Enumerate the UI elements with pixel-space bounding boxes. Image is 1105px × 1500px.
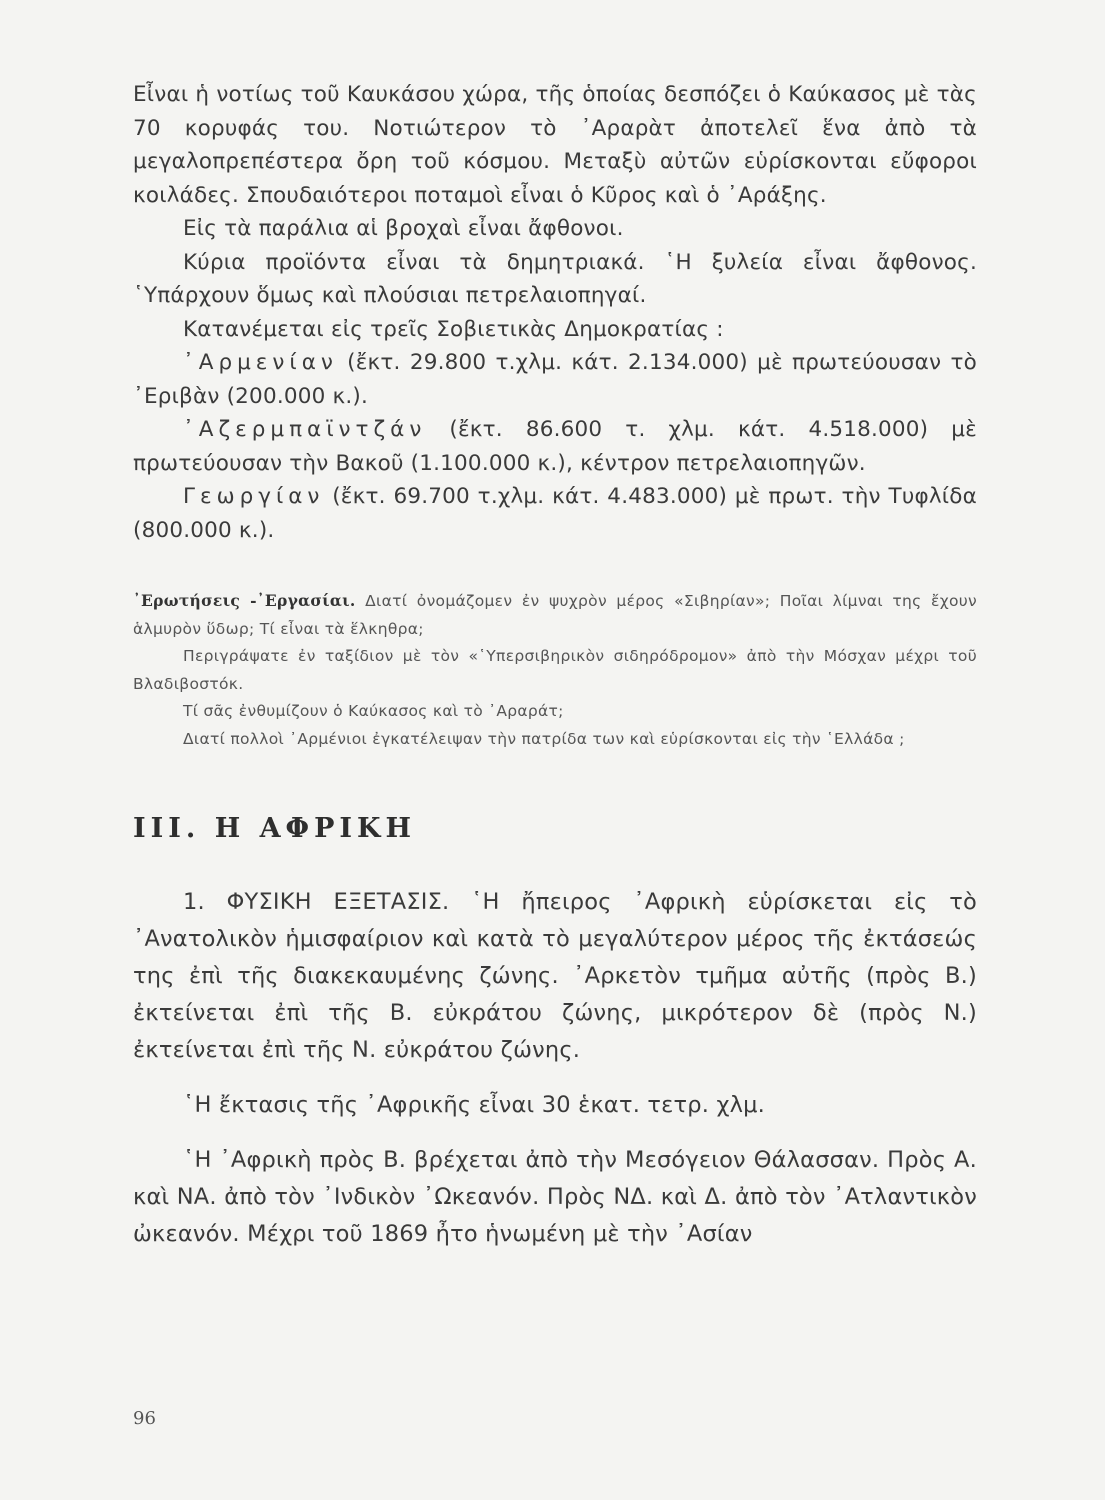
republic-text-georgia: (ἔκτ. 69.700 τ.χλμ. κάτ. 4.483.000) μὲ πρωτ. τὴν Τυφλίδα (800.000 κ.). <box>133 484 977 543</box>
questions-block <box>133 587 977 753</box>
question-item: Τί σᾶς ἐνθυμίζουν ὁ Καύκασος καὶ τὸ ᾿Αραράτ; <box>183 702 564 720</box>
question-item: Περιγράψατε ἐν ταξίδιον μὲ τὸν «῾Υπερσιβηρικὸν σιδηρόδρομον» ἀπὸ τὴν Μόσχαν μέχρι τοῦ Βλαδιβοστόκ. <box>133 647 977 693</box>
republic-armenia <box>133 346 977 413</box>
republic-text-armenia: (ἔκτ. 29.800 τ.χλμ. κάτ. 2.134.000) μὲ πρωτεύουσαν τὸ ᾿Εριβὰν (200.000 κ.). <box>133 350 977 409</box>
paragraph-physical-examination: 1. ΦΥΣΙΚΗ ΕΞΕΤΑΣΙΣ. ῾Η ἤπειρος ᾿Αφρικὴ εὑρίσκεται εἰς τὸ ᾿Ανατολικὸν ἡμισφαίριον καὶ κατὰ τὸ μεγαλύτερον μέρος τῆς ἐκτάσεώς της ἐπὶ τῆς διακεκαυμένης ζώνης. ᾿Αρκετὸν τμῆμα αὐτῆς (πρὸς Β.) ἐκτείνεται ἐπὶ τῆς Β. εὐκράτου ζώνης, μικρότερον δὲ (πρὸς Ν.) ἐκτείνεται ἐπὶ τῆς Ν. εὐκράτου ζώνης. <box>133 889 977 1063</box>
africa-body <box>133 884 977 1253</box>
page-number: 96 <box>133 1408 156 1429</box>
section-title: ΙΙΙ. Η ΑΦΡΙΚΗ <box>133 813 416 844</box>
republic-georgia <box>133 480 977 547</box>
question-item: Διατί πολλοὶ ᾿Αρμένιοι ἐγκατέλειψαν τὴν πατρίδα των καὶ εὑρίσκονται εἰς τὴν ῾Ελλάδα ; <box>183 729 905 748</box>
paragraph-republics-intro: Κατανέμεται εἰς τρεῖς Σοβιετικὰς Δημοκρατίας : <box>183 316 724 342</box>
republic-text-azerbaijan: (ἔκτ. 86.600 τ. χλμ. κάτ. 4.518.000) μὲ πρωτεύουσαν τὴν Βακοῦ (1.100.000 κ.), κέντρον πετρελαιοπηγῶν. <box>133 417 977 476</box>
republic-azerbaijan <box>133 413 977 480</box>
paragraph-borders: ῾Η ᾿Αφρικὴ πρὸς Β. βρέχεται ἀπὸ τὴν Μεσόγειον Θάλασσαν. Πρὸς Α. καὶ ΝΑ. ἀπὸ τὸν ᾿Ινδικὸν ᾿Ωκεανόν. Πρὸς ΝΔ. καὶ Δ. ἀπὸ τὸν ᾿Ατλαντικὸν ὠκεανόν. Μέχρι τοῦ 1869 ἦτο ἡνωμένη μὲ τὴν ᾿Ασίαν <box>133 1147 977 1247</box>
question-first-text: Διατί ὀνομάζομεν ἐν ψυχρὸν μέρος «Σιβηρίαν»; Ποῖαι λίμναι της ἔχουν ἁλμυρὸν ὕδωρ; Τί εἶναι τὰ ἕλκηθρα; <box>133 592 977 638</box>
questions-heading: ᾿Ερωτήσεις -᾿Εργασίαι. <box>133 591 356 610</box>
paragraph-caucasus: Εἶναι ἡ νοτίως τοῦ Καυκάσου χώρα, τῆς ὁποίας δεσπόζει ὁ Καύκασος μὲ τὰς 70 κορυφάς του. Νοτιώτερον τὸ ᾿Αραρὰτ ἀποτελεῖ ἕνα ἀπὸ τὰ μεγαλοπρεπέστερα ὄρη τοῦ κόσμου. Μεταξὺ αὐτῶν εὑρίσκονται εὔφοροι κοιλάδες. Σπουδαιότεροι ποταμοὶ εἶναι ὁ Κῦρος καὶ ὁ ᾿Αράξης. <box>133 82 977 208</box>
republic-name-armenia: ᾿Αρμενίαν <box>183 350 338 375</box>
paragraph-area: ῾Η ἔκτασις τῆς ᾿Αφρικῆς εἶναι 30 ἑκατ. τετρ. χλμ. <box>183 1092 766 1118</box>
question-first <box>133 587 977 643</box>
paragraph-rainfall: Εἰς τὰ παράλια αἱ βροχαὶ εἶναι ἄφθονοι. <box>183 216 624 241</box>
republic-name-georgia: Γεωργίαν <box>183 484 325 509</box>
paragraph-products: Κύρια προϊόντα εἶναι τὰ δημητριακά. ῾Η ξυλεία εἶναι ἄφθονος. ῾Υπάρχουν ὅμως καὶ πλούσιαι πετρελαιοπηγαί. <box>133 249 977 308</box>
republic-name-azerbaijan: ᾿Αζερμπαϊντζάν <box>183 417 427 442</box>
